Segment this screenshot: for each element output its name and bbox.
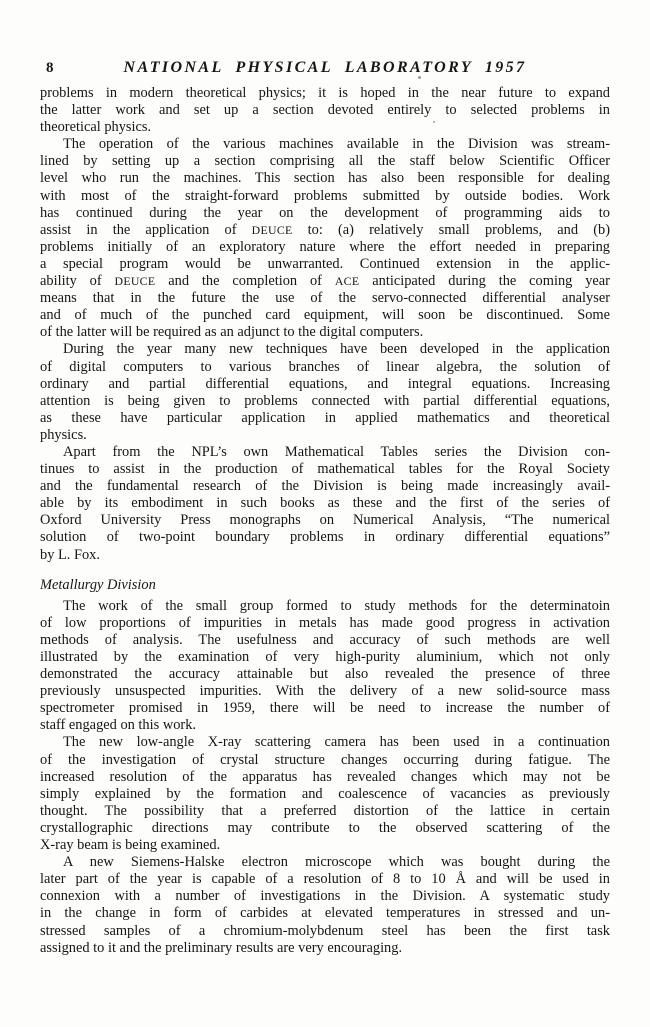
paragraph: During the year many new techniques have been developed in the application of digital computers to various branches of linear algebra, the solution of ordinary and partial differential equations, and integral equations. Increasing attention is being given to problems connected with partial differential equations, as these have particular application in applied mathematics and theoretical physics.	[40, 341, 610, 443]
page-header	[40, 59, 610, 79]
paragraph: The work of the small group formed to study methods for the determinatoin of low proportions of impurities in metals has made good progress in activation methods of analysis. The usefulness and accuracy of such methods are well illustrated by the examination of very high-purity aluminium, which not only demonstrated the accuracy attainable but also revealed the presence of three previously unsuspected impurities. With the delivery of a new solid-source mass spectrometer promised in 1959, there will be need to increase the number of staff engaged on this work.	[40, 597, 610, 734]
paragraph: Apart from the NPL’s own Mathematical Tables series the Division con- tinues to assist in the production of mathematical tables for the Royal Society and the fundamental research of the Division is being made increasingly avail- able by its embodiment in such books as these and the first of the series of Oxford University Press monographs on Numerical Analysis, “The numerical solution of two-point boundary problems in ordinary differential equations” by L. Fox.	[40, 443, 610, 563]
scan-speckle	[433, 121, 435, 123]
paragraph: The operation of the various machines available in the Division was stream- lined by setting up a section comprising all the staff below Scientific Officer level who run the machines. This section has also been responsible for dealing with most of the straight-forward problems submitted by outside bodies. Work has continued during the year on the development of programming aids to assist in the application of DEUCE to: (a) relatively small problems, and (b) problems initially of an exploratory nature where the effort needed in preparing a special program would be unwarranted. Continued extension in the applic- ability of DEUCE and the completion of ACE anticipated during the coming year means that in the future the use of the servo-connected differential analyser and of much of the punched card equipment, will soon be discontinued. Some of the latter will be required as an adjunct to the digital computers.	[40, 136, 610, 341]
page-number: 8	[46, 60, 54, 76]
paragraph: problems in modern theoretical physics; it is hoped in the near future to expand the latter work and set up a section devoted entirely to selected problems in theoretical physics.	[40, 85, 610, 136]
paragraph: The new low-angle X-ray scattering camera has been used in a continuation of the investigation of crystal structure changes occurring during fatigue. The increased resolution of the apparatus has revealed changes which may not be simply explained by the formation and coalescence of vacancies as previously thought. The possibility that a preferred distortion of the lattice in certain crystallographic directions may contribute to the observed scattering of the X-ray beam is being examined.	[40, 734, 610, 854]
running-title: NATIONAL PHYSICAL LABORATORY 1957	[123, 59, 527, 76]
section-heading: Metallurgy Division	[40, 576, 156, 593]
scan-speckle	[418, 76, 421, 79]
paragraph: A new Siemens-Halske electron microscope which was bought during the later part of the year is capable of a resolution of 8 to 10 Å and will be used in connexion with a number of investigations in the Division. A systematic study in the change in form of carbides at elevated temperatures in stressed and un- stressed samples of a chromium-molybdenum steel has been the first task assigned to it and the preliminary results are very encouraging.	[40, 854, 610, 956]
body-text	[40, 85, 610, 957]
